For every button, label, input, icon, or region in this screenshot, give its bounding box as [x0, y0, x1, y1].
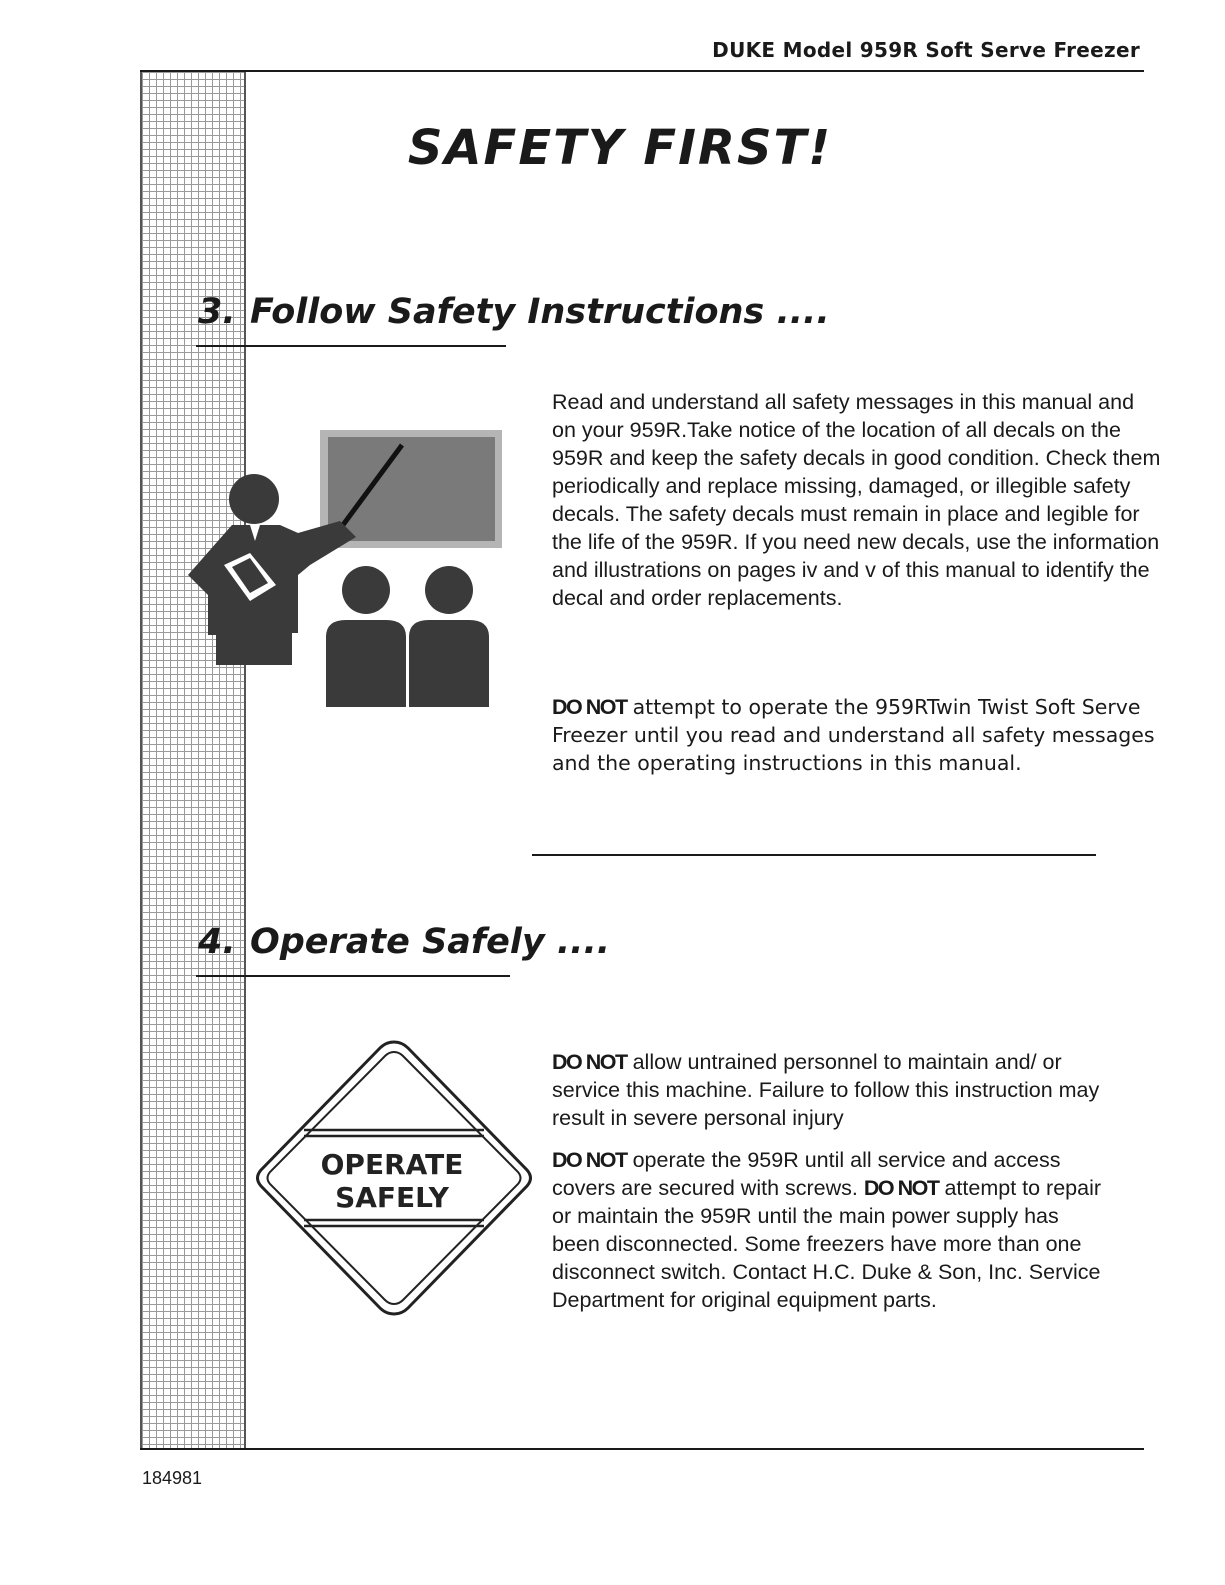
do-not-label: DO NOT	[552, 1050, 627, 1074]
section-divider-rule	[532, 854, 1096, 856]
sign-line-1: OPERATE	[320, 1148, 464, 1181]
section-3-rule	[196, 345, 506, 347]
section-4-rule	[196, 975, 510, 977]
paragraph-text: Read and understand all safety messages in this manual and on your 959R.Take notice of the location of all decals on the 959R and keep the safety decals in good condition. Check them periodically and replace missing, damaged, or illegible safety decals. The safety decals must remain in place and legible for the life of the 959R. If you need new decals, use the information and illustrations on pages iv and v of this manual to identify the decal and order replacements.	[552, 390, 1161, 610]
section-3-heading	[198, 292, 830, 332]
paragraph-text: allow untrained personnel to maintain and/ or service this machine. Failure to follow this instruction may result in severe personal injury	[552, 1050, 1100, 1130]
section-3-paragraph-2	[552, 693, 1162, 777]
footer-rule	[140, 1448, 1144, 1450]
document-number: 184981	[142, 1468, 203, 1488]
do-not-label: DO NOT	[552, 695, 627, 719]
section-3-paragraph-1	[552, 388, 1162, 612]
section-4-number: 4.	[198, 922, 236, 962]
section-4-heading	[198, 922, 610, 962]
do-not-label: DO NOT	[863, 1176, 939, 1200]
presenter-icon	[180, 425, 510, 715]
section-3-title: Follow Safety Instructions ....	[250, 292, 830, 332]
section-4-title: Operate Safely ....	[250, 922, 611, 962]
section-4-paragraph-1	[552, 1048, 1112, 1132]
header-rule	[140, 70, 1144, 72]
paragraph-text: attempt to repair or maintain the 959R until the main power supply has been disconnected. Some freezers have more than one disconnect switch. Contact H.C. Duke & Son, Inc. Service Department for original equipment parts.	[552, 1176, 1102, 1312]
section-3-number: 3.	[198, 292, 236, 332]
document-title: DUKE Model 959R Soft Serve Freezer	[712, 38, 1140, 62]
page-title: SAFETY FIRST!	[407, 120, 833, 176]
operate-safely-sign-icon	[252, 1038, 537, 1318]
sign-line-2: SAFELY	[335, 1181, 449, 1214]
do-not-label: DO NOT	[552, 1148, 627, 1172]
paragraph-text: attempt to operate the 959RTwin Twist Soft Serve Freezer until you read and understand all safety messages and the operating instructions in this manual.	[552, 695, 1155, 775]
paragraph-text: operate the 959R until all service and access covers are secured with screws.	[552, 1148, 1061, 1200]
section-4-paragraph-2	[552, 1146, 1112, 1314]
grid-sidebar	[140, 72, 246, 1448]
